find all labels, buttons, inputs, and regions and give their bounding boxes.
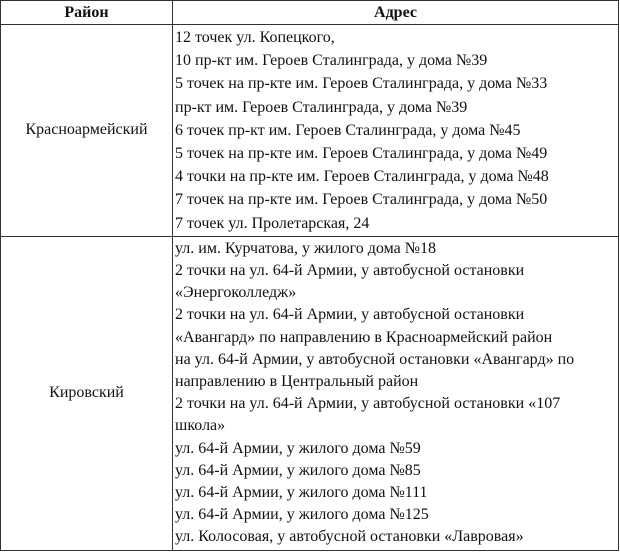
district-cell: Красноармейский bbox=[1, 25, 173, 237]
address-line: ул. 64-й Армии, у жилого дома №125 bbox=[175, 506, 429, 524]
address-line: пр-кт им. Героев Сталинграда, у дома №39 bbox=[175, 98, 468, 116]
table-header-row bbox=[1, 1, 619, 25]
address-line: 2 точки на ул. 64-й Армии, у автобусной остановки «107 bbox=[175, 395, 561, 413]
header-address: Адрес bbox=[173, 1, 619, 25]
address-line: ул. 64-й Армии, у жилого дома №59 bbox=[175, 439, 421, 457]
district-cell: Кировский bbox=[1, 236, 173, 550]
address-line: 7 точек на пр-кте им. Героев Сталинграда, у дома №50 bbox=[175, 191, 548, 209]
header-district: Район bbox=[1, 1, 173, 25]
address-line: ул. 64-й Армии, у жилого дома №85 bbox=[175, 461, 421, 479]
address-line: ул. 64-й Армии, у жилого дома №111 bbox=[175, 484, 428, 502]
address-line: 12 точек ул. Копецкого, bbox=[175, 29, 335, 46]
address-line: 2 точки на ул. 64-й Армии, у автобусной остановки bbox=[175, 262, 525, 280]
address-line: 6 точек пр-кт им. Героев Сталинграда, у дома №45 bbox=[175, 121, 521, 139]
address-line: «Авангард» по направлению в Красноармейский район bbox=[175, 328, 553, 346]
address-line: «Энергоколледж» bbox=[175, 284, 297, 302]
address-line: ул. Колосовая, у автобусной остановки «Лавровая» bbox=[175, 528, 524, 546]
table-row bbox=[1, 236, 619, 550]
address-line: 5 точек на пр-кте им. Героев Сталинграда, у дома №33 bbox=[175, 75, 548, 93]
address-line: ул. им. Курчатова, у жилого дома №18 bbox=[175, 239, 436, 257]
address-line: 2 точки на ул. 64-й Армии, у автобусной остановки bbox=[175, 306, 525, 324]
address-line: 10 пр-кт им. Героев Сталинграда, у дома №39 bbox=[175, 52, 488, 70]
address-cell bbox=[173, 25, 619, 237]
address-line: на ул. 64-й Армии, у автобусной остановки «Авангард» по bbox=[175, 350, 575, 368]
address-line: 7 точек ул. Пролетарская, 24 bbox=[175, 214, 370, 232]
address-line: 4 точки на пр-кте им. Героев Сталинграда, у дома №48 bbox=[175, 168, 549, 186]
address-line: направлению в Центральный район bbox=[175, 373, 419, 391]
address-line: 5 точек на пр-кте им. Героев Сталинграда, у дома №49 bbox=[175, 145, 548, 163]
table-row bbox=[1, 25, 619, 237]
address-cell bbox=[173, 236, 619, 550]
address-line: школа» bbox=[175, 417, 226, 435]
